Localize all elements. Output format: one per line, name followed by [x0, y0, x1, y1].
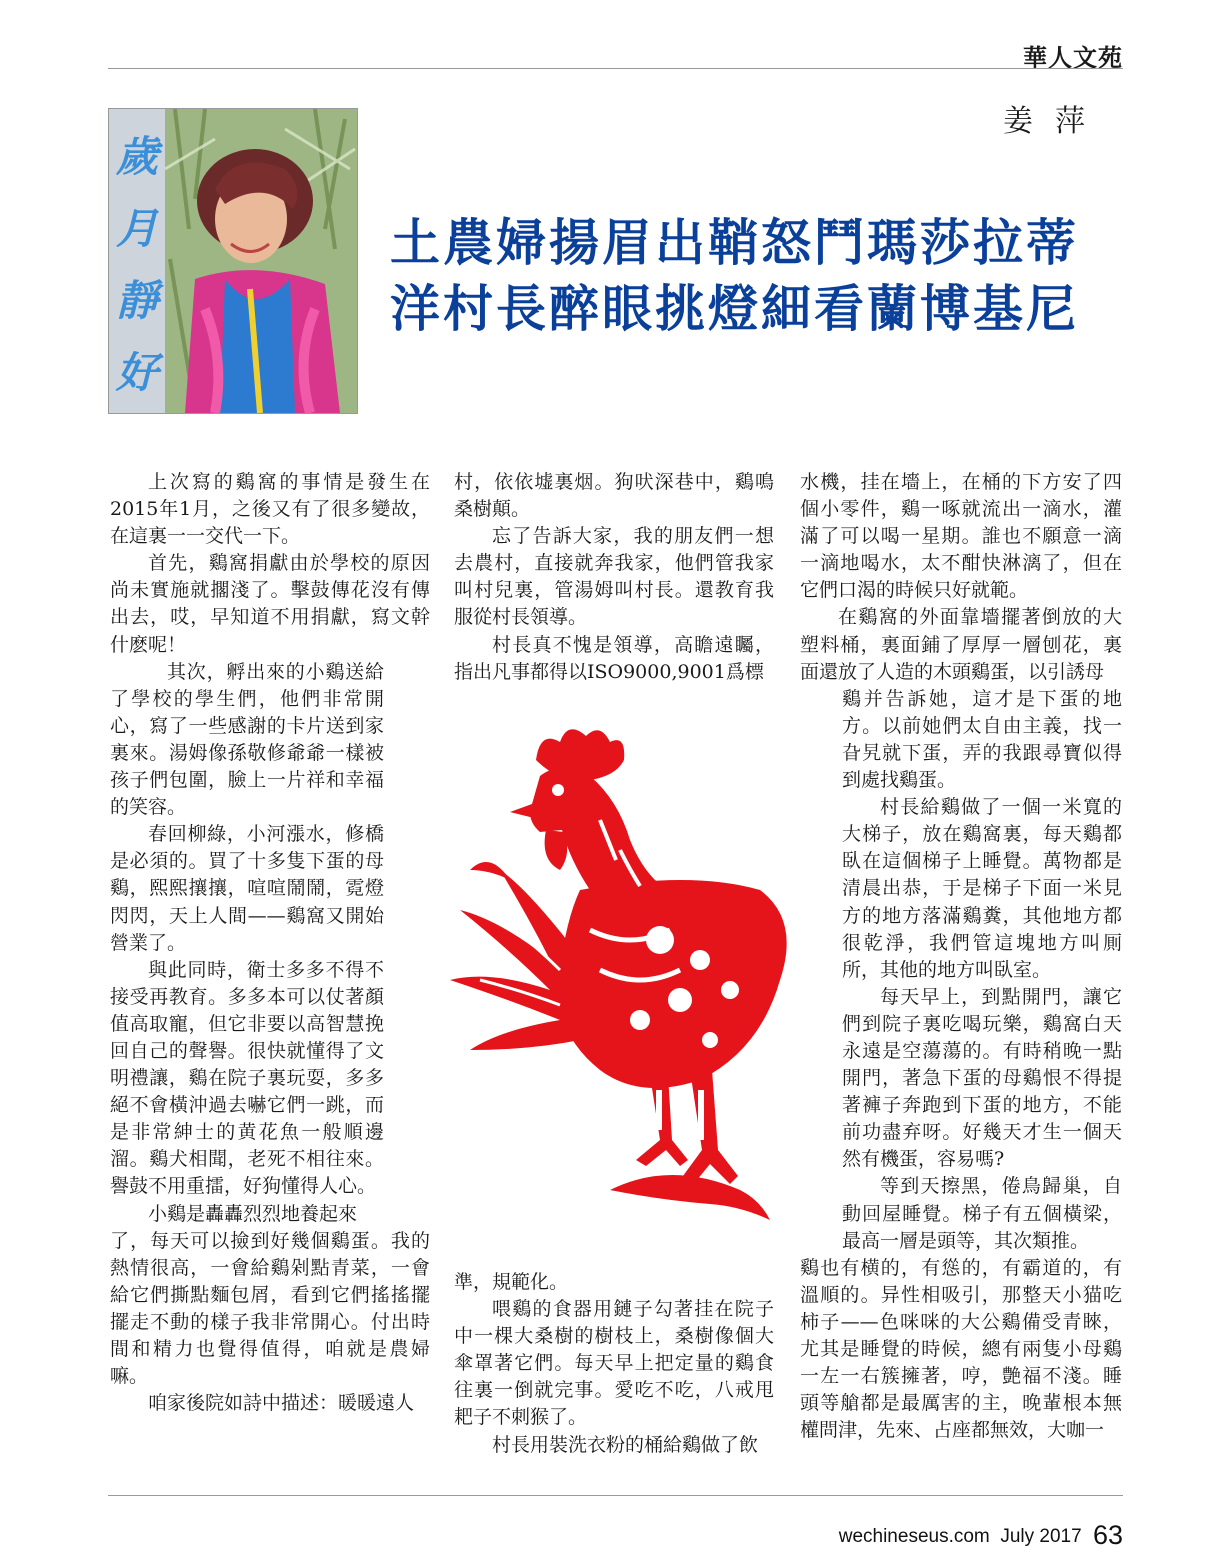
bottom-divider — [108, 1495, 1123, 1496]
footer — [839, 1520, 1123, 1551]
paragraph: 上次寫的鷄窩的事情是發生在2015年1月，之後又有了很多變故，在這裏一一交代一下。 — [110, 471, 430, 548]
column-banner — [108, 108, 358, 414]
section-title: 華人文苑 — [1023, 43, 1123, 72]
paragraph: 等到天擦黑，倦鳥歸巢，自動回屋睡覺。梯子有五個橫梁，最高一層是頭等，其次類推。 — [842, 1175, 1122, 1252]
top-divider — [108, 68, 1123, 69]
paragraph: 村，依依墟裏烟。狗吠深巷中，鷄鳴桑樹顛。 — [454, 471, 774, 521]
paragraph: 村長給鷄做了一個一米寬的大梯子，放在鷄窩裏，每天鷄都臥在這個梯子上睡覺。萬物都是清晨出恭，于是梯子下面一米見方的地方落滿鷄糞，其他地方都很乾淨，我們管這塊地方叫厠所，其他的地方叫臥室。 — [842, 796, 1122, 981]
column-name — [113, 121, 161, 409]
paragraph: 每天早上，到點開門，讓它們到院子裏吃喝玩樂，鷄窩白天永遠是空蕩蕩的。有時稍晚一點開門，著急下蛋的母鷄恨不得提著褲子奔跑到下蛋的地方，不能前功盡弃呀。好幾天才生一個天然有機蛋，容易嗎? — [842, 985, 1122, 1171]
column-name-char: 好 — [115, 348, 158, 397]
headline-line-1: 土農婦揚眉出鞘怒鬥瑪莎拉蒂 — [390, 214, 1079, 272]
paragraph: 村長真不愧是領導，高瞻遠矚，指出凡事都得以ISO9000,9001爲標 — [454, 633, 774, 683]
paragraph: 準，規範化。 — [454, 1271, 569, 1293]
article-column-2-top — [454, 469, 774, 686]
column-name-strip — [109, 109, 165, 413]
paragraph: 鷄并告訴她，這才是下蛋的地方。以前她們太自由主義，找一旮旯就下蛋，弄的我跟尋寶似得到處找鷄蛋。 — [842, 687, 1122, 792]
paragraph: 在鷄窩的外面靠墻擺著倒放的大塑料桶，裏面鋪了厚厚一層刨花，裏面還放了人造的木頭鷄蛋，以引誘母 — [800, 606, 1122, 683]
paragraph: 小鷄是轟轟烈烈地養起來 — [148, 1202, 358, 1225]
page-number: 63 — [1092, 1520, 1123, 1550]
author-photo — [165, 109, 357, 413]
column-name-char: 靜 — [115, 276, 158, 325]
paragraph: 首先，鷄窩捐獻由於學校的原因尚未實施就擱淺了。擊鼓傳花沒有傳出去，哎，早知道不用捐獻，寫文幹什麽呢！ — [110, 552, 430, 656]
column-name-char: 歲 — [115, 132, 158, 181]
paragraph: 春回柳綠，小河漲水，修橋是必須的。買了十多隻下蛋的母鷄，熙熙攘攘，喧喧鬧鬧，霓燈閃閃，天上人間——鷄窩又開始營業了。 — [110, 823, 384, 954]
article-column-2-bottom — [454, 1269, 774, 1459]
paragraph: 其次，孵出來的小鷄送給了學校的學生們，他們非常開心，寫了一些感謝的卡片送到家裏來。湯姆像孫敬修爺爺一樣被孩子們包圍，臉上一片祥和幸福的笑容。 — [110, 660, 384, 819]
paragraph: 了，每天可以撿到好幾個鷄蛋。我的熱情很高，一會給鷄剁點青菜，一會給它們撕點麵包屑，看到它們搖搖擺擺走不動的樣子我非常開心。付出時間和精力也覺得值得，咱就是農婦嘛。 — [110, 1229, 430, 1388]
paragraph: 咱家後院如詩中描述：暖暖遠人 — [148, 1392, 415, 1415]
author-name: 姜萍 — [1003, 104, 1107, 139]
paragraph: 喂鷄的食器用鏈子勾著挂在院子中一棵大桑樹的樹枝上，桑樹像個大傘罩著它們。每天早上把定量的鷄食往裏一倒就完事。愛吃不吃，八戒甩耙子不刺猴了。 — [454, 1298, 774, 1429]
paragraph: 忘了告訴大家，我的朋友們一想去農村，直接就奔我家，他們管我家叫村兒裏，管湯姆叫村長。還教育我服從村長領導。 — [454, 525, 774, 629]
column-name-char: 月 — [115, 204, 158, 253]
article-column-1 — [110, 469, 430, 1417]
footer-site: wechineseus.com — [838, 1526, 990, 1547]
paragraph: 水機，挂在墻上，在桶的下方安了四個小零件，鷄一啄就流出一滴水，灌滿了可以喝一星期。誰也不願意一滴一滴地喝水，太不酣快淋漓了，但在它們口渴的時候只好就範。 — [800, 471, 1122, 602]
headline — [390, 210, 1110, 342]
paragraph: 鷄也有横的，有慫的，有霸道的，有溫順的。异性相吸引，那整天小猫吃柿子——色咪咪的大公鷄備受青睞，尤其是睡覺的時候，總有兩隻小母鷄一左一右簇擁著，哼，艶福不淺。睡頭等艙都是最厲害的主，晚輩根本無權問津，先來、占座都無效，大咖一 — [800, 1256, 1122, 1442]
footer-date: July 2017 — [1000, 1526, 1082, 1547]
paragraph: 村長用裝洗衣粉的桶給鷄做了飲 — [492, 1433, 759, 1456]
paragraph: 與此同時，衛士多多不得不接受再教育。多多本可以仗著顏值高取寵，但它非要以高智慧挽回自己的聲譽。很快就懂得了文明禮讓，鷄在院子裏玩耍，多多絕不會橫沖過去嚇它們一跳，而是非常紳士的黄花魚一般順邊溜。鷄犬相聞，老死不相往來。譽鼓不用重擂，好狗懂得人心。 — [110, 958, 384, 1198]
headline-line-2: 洋村長醉眼挑燈細看蘭博基尼 — [390, 280, 1079, 338]
rooster-papercut-image — [440, 720, 820, 1226]
article-column-3 — [800, 469, 1122, 1444]
